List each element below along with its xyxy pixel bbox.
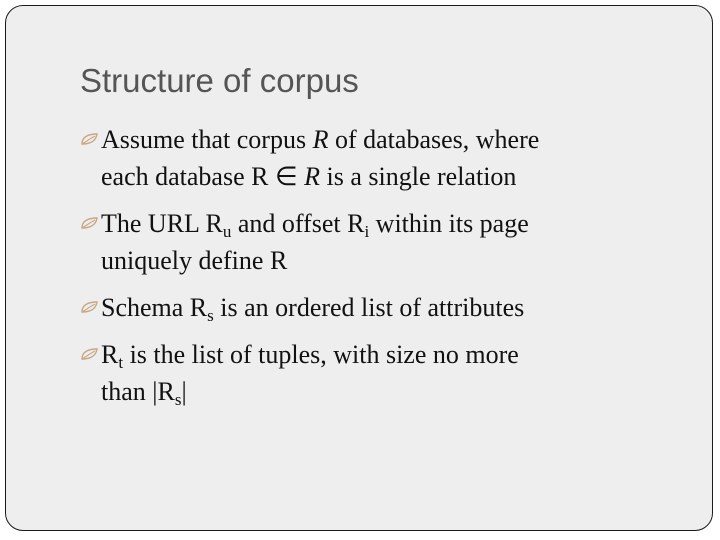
bullet-text xyxy=(101,293,525,325)
leaf-bullet-icon xyxy=(80,132,99,146)
bullet-text xyxy=(101,340,680,410)
slide-title: Structure of corpus xyxy=(80,62,359,99)
bullet-item xyxy=(80,336,680,410)
bullet-item xyxy=(80,289,680,326)
bullet-line: The URL $R_u$ and offset $R_i$ within its page xyxy=(101,209,529,241)
leaf-bullet-icon xyxy=(80,300,99,314)
bullet-line: Assume that corpus R of databases, where xyxy=(101,125,540,154)
bullet-text xyxy=(101,209,680,279)
bullet-line: uniquely define R xyxy=(101,246,288,275)
bullet-line: Schema $R_s$ is an ordered list of attributes xyxy=(101,293,525,325)
bullet-item xyxy=(80,121,680,195)
bullet-line: $R_t$ is the list of tuples, with size no more xyxy=(101,340,519,372)
bullet-list xyxy=(80,121,680,420)
bullet-line: each database R ∈ R is a single relation xyxy=(101,162,517,191)
bullet-line: than $|R_s|$ xyxy=(101,377,187,409)
leaf-bullet-icon xyxy=(80,347,99,361)
bullet-item xyxy=(80,205,680,279)
bullet-text xyxy=(101,125,680,195)
leaf-bullet-icon xyxy=(80,216,99,230)
